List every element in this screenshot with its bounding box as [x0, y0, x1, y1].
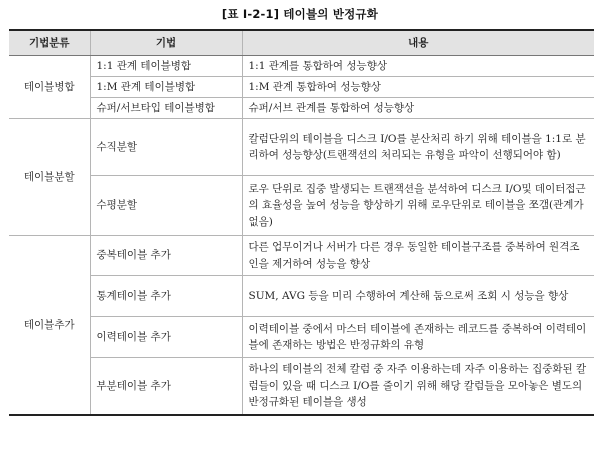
technique-cell: 슈퍼/서브타입 테이블병합 [90, 98, 242, 119]
description-cell: 하나의 테이블의 전체 칼럼 중 자주 이용하는데 자주 이용하는 집중화된 칼럼들이 있을 때 디스크 I/O를 줄이기 위해 해당 칼럼들을 모아놓은 별도의 반정규화된 테이블을 생성 [242, 358, 594, 416]
technique-cell: 중복테이블 추가 [90, 236, 242, 276]
table-row [9, 77, 594, 98]
technique-cell: 수직분할 [90, 119, 242, 176]
description-cell: SUM, AVG 등을 미리 수행하여 계산해 둠으로써 조회 시 성능을 향상 [242, 276, 594, 317]
technique-cell: 수평분할 [90, 176, 242, 236]
description-cell: 이력테이블 중에서 마스터 테이블에 존재하는 레코드를 중복하여 이력테이블에 존재하는 방법은 반정규화의 유형 [242, 317, 594, 358]
table-row [9, 358, 594, 416]
header-technique: 기법 [90, 30, 242, 56]
header-description: 내용 [242, 30, 594, 56]
technique-cell: 부분테이블 추가 [90, 358, 242, 416]
technique-cell: 1:M 관계 테이블병합 [90, 77, 242, 98]
table-row [9, 276, 594, 317]
table-row [9, 98, 594, 119]
table-row [9, 176, 594, 236]
description-cell: 슈퍼/서브 관계를 통합하여 성능향상 [242, 98, 594, 119]
description-cell: 로우 단위로 집중 발생되는 트랜잭션을 분석하여 디스크 I/O및 데이터접근의 효율성을 높여 성능을 향상하기 위해 로우단위로 테이블을 쪼갬(관계가 없음) [242, 176, 594, 236]
description-cell: 칼럼단위의 테이블을 디스크 I/O를 분산처리 하기 위해 테이블을 1:1로 분리하여 성능향상(트랜잭션의 처리되는 유형을 파악이 선행되어야 함) [242, 119, 594, 176]
technique-cell: 1:1 관계 테이블병합 [90, 56, 242, 77]
category-cell: 테이블병합 [9, 56, 90, 119]
table-row [9, 56, 594, 77]
header-row [9, 30, 594, 56]
table-row [9, 317, 594, 358]
category-cell: 테이블추가 [9, 236, 90, 416]
table-row [9, 119, 594, 176]
description-cell: 다른 업무이거나 서버가 다른 경우 동일한 테이블구조를 중복하여 원격조인을 제거하여 성능을 향상 [242, 236, 594, 276]
description-cell: 1:1 관계를 통합하여 성능향상 [242, 56, 594, 77]
table-row [9, 236, 594, 276]
denormalization-table [9, 29, 594, 416]
table-caption: [표 Ⅰ-2-1] 테이블의 반정규화 [221, 7, 379, 21]
header-category: 기법분류 [9, 30, 90, 56]
technique-cell: 통계테이블 추가 [90, 276, 242, 317]
category-cell: 테이블분할 [9, 119, 90, 236]
description-cell: 1:M 관계 통합하여 성능향상 [242, 77, 594, 98]
technique-cell: 이력테이블 추가 [90, 317, 242, 358]
